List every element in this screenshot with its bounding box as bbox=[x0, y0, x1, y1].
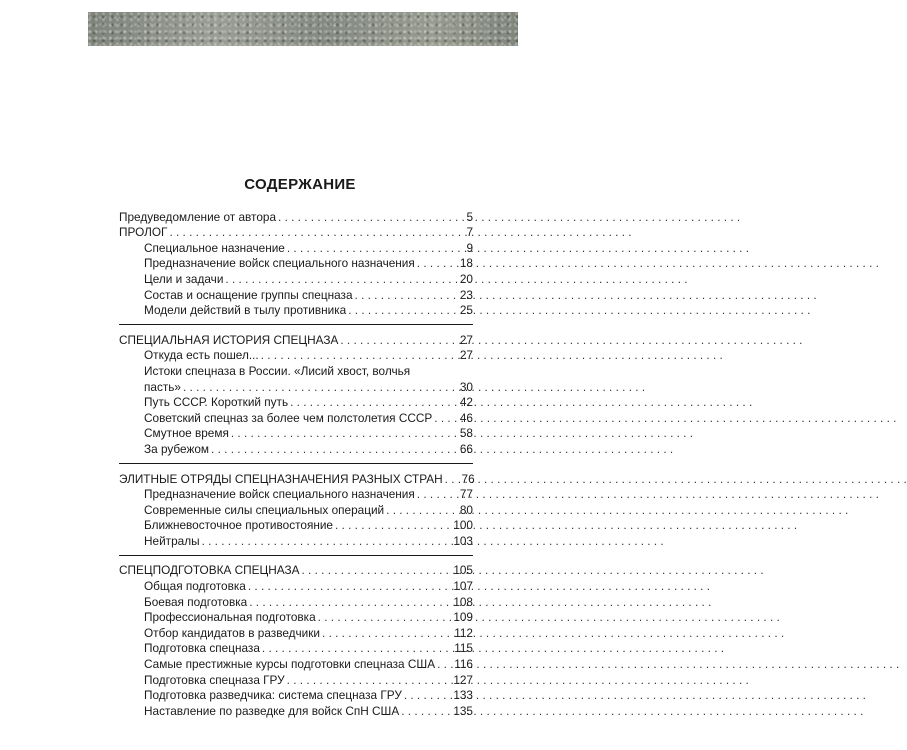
toc-page-number: 7 bbox=[466, 225, 473, 240]
toc-page-number: 5 bbox=[466, 209, 473, 224]
toc-page-number: 76 bbox=[461, 471, 475, 486]
toc-subentry[interactable] bbox=[119, 395, 473, 411]
toc-subentry[interactable] bbox=[119, 610, 473, 626]
toc-entry-title: ЭЛИТНЫЕ ОТРЯДЫ СПЕЦНАЗНАЧЕНИЯ РАЗНЫХ СТРАН bbox=[119, 471, 443, 486]
dot-leader bbox=[169, 225, 449, 240]
toc-page-number: 135 bbox=[453, 703, 473, 718]
toc-entry-title: Цели и задачи bbox=[144, 271, 224, 286]
toc-section bbox=[119, 332, 473, 464]
toc-entry-title: Боевая подготовка bbox=[144, 594, 248, 609]
dot-leader bbox=[202, 534, 449, 549]
dot-leader bbox=[437, 657, 449, 672]
toc-entry[interactable] bbox=[119, 332, 473, 348]
toc-entry-title: Предназначение войск специального назначения bbox=[144, 487, 415, 502]
toc-entry-title: Советский спецназ за более чем полстолетия СССР bbox=[144, 410, 433, 425]
toc-page-number: 42 bbox=[459, 395, 473, 410]
dot-leader bbox=[261, 348, 449, 363]
toc-subentry[interactable] bbox=[119, 410, 473, 426]
toc-subentry[interactable] bbox=[119, 672, 473, 688]
toc-page-number: 46 bbox=[459, 410, 473, 425]
toc-subentry[interactable] bbox=[119, 379, 473, 395]
dot-leader bbox=[231, 426, 449, 441]
toc-section bbox=[119, 209, 473, 325]
dot-leader bbox=[386, 503, 449, 518]
toc-page-number: 127 bbox=[453, 672, 473, 687]
toc-page-number: 25 bbox=[459, 303, 473, 318]
toc-page-number: 107 bbox=[453, 579, 473, 594]
toc-entry-title: Подготовка спецназа ГРУ bbox=[144, 672, 285, 687]
toc-subentry[interactable] bbox=[119, 348, 473, 364]
toc-entry-title: Предназначение войск специального назначения bbox=[144, 256, 415, 271]
dot-leader bbox=[262, 641, 449, 656]
dot-leader bbox=[183, 380, 449, 395]
toc-page-number: 27 bbox=[459, 348, 473, 363]
toc-entry-title: пасть» bbox=[144, 379, 181, 394]
dot-leader bbox=[248, 579, 449, 594]
toc-entry[interactable] bbox=[119, 563, 473, 579]
toc-page-number: 58 bbox=[459, 426, 473, 441]
toc-entry[interactable] bbox=[119, 225, 473, 241]
toc-page-number: 9 bbox=[466, 240, 473, 255]
dot-leader bbox=[278, 210, 449, 225]
toc-page-number: 66 bbox=[459, 441, 473, 456]
toc-entry-title: Подготовка разведчика: система спецназа ГРУ bbox=[144, 688, 402, 703]
dot-leader bbox=[287, 673, 449, 688]
toc-page-number: 30 bbox=[459, 379, 473, 394]
toc-entry-title: Профессиональная подготовка bbox=[144, 610, 316, 625]
toc-page-number: 20 bbox=[459, 271, 473, 286]
toc-entry-title: Общая подготовка bbox=[144, 579, 246, 594]
toc-page-number: 100 bbox=[453, 518, 473, 533]
dot-leader bbox=[417, 256, 449, 271]
toc-page-number: 23 bbox=[459, 287, 473, 302]
dot-leader bbox=[225, 272, 449, 287]
toc-entry-title: Состав и оснащение группы спецназа bbox=[144, 287, 353, 302]
toc-page-number: 109 bbox=[453, 610, 473, 625]
dot-leader bbox=[404, 688, 449, 703]
dot-leader bbox=[249, 595, 449, 610]
toc-subentry[interactable] bbox=[119, 656, 473, 672]
toc-section bbox=[119, 471, 473, 556]
toc-page-number: 115 bbox=[454, 641, 473, 656]
toc-entry-title: Путь СССР. Короткий путь bbox=[144, 395, 289, 410]
toc-page-number: 27 bbox=[459, 332, 473, 347]
toc-page-number: 80 bbox=[459, 502, 473, 517]
dot-leader bbox=[211, 442, 449, 457]
toc-entry-title: Подготовка спецназа bbox=[144, 641, 260, 656]
dot-leader bbox=[355, 288, 449, 303]
toc-subentry[interactable] bbox=[119, 625, 473, 641]
toc-subentry[interactable] bbox=[119, 502, 473, 518]
dot-leader bbox=[434, 411, 449, 426]
dot-leader bbox=[340, 333, 449, 348]
toc-entry-title: Смутное время bbox=[144, 426, 229, 441]
toc-subentry[interactable] bbox=[119, 287, 473, 303]
toc-page-number: 116 bbox=[454, 657, 473, 672]
toc-subentry[interactable] bbox=[119, 594, 473, 610]
dot-leader bbox=[335, 518, 449, 533]
toc-entry-title: Современные силы специальных операций bbox=[144, 502, 385, 517]
toc-page-number: 108 bbox=[453, 594, 473, 609]
toc-subentry[interactable] bbox=[119, 441, 473, 457]
toc-entry-title: Самые престижные курсы подготовки спецназа США bbox=[144, 657, 436, 672]
toc-entry-title: За рубежом bbox=[144, 441, 210, 456]
toc-entry[interactable] bbox=[119, 471, 473, 487]
toc-entry-title: Специальное назначение bbox=[144, 240, 285, 255]
toc-subentry[interactable] bbox=[119, 518, 473, 534]
toc-entry-title: Истоки спецназа в России. «Лисий хвост, волчья bbox=[144, 363, 411, 378]
toc-page-number: 105 bbox=[453, 563, 473, 578]
toc-entry-title: СПЕЦПОДГОТОВКА СПЕЦНАЗА bbox=[119, 563, 300, 578]
toc-subentry[interactable] bbox=[119, 487, 473, 503]
toc-subentry[interactable] bbox=[119, 426, 473, 442]
toc-subentry[interactable] bbox=[119, 271, 473, 287]
dot-leader bbox=[401, 704, 449, 719]
toc-entry-title: Модели действий в тылу противника bbox=[144, 303, 347, 318]
toc-subentry[interactable] bbox=[119, 533, 473, 549]
toc-section bbox=[119, 563, 473, 725]
toc-subentry[interactable] bbox=[119, 256, 473, 272]
toc-page-number: 77 bbox=[459, 487, 473, 502]
toc-page-number: 133 bbox=[453, 688, 473, 703]
toc-entry-title: Нейтралы bbox=[144, 533, 200, 548]
dot-leader bbox=[417, 487, 449, 502]
dot-leader bbox=[301, 563, 449, 578]
dot-leader bbox=[318, 610, 449, 625]
toc-entry-title: Откуда есть пошел... bbox=[144, 348, 259, 363]
page-title: СОДЕРЖАНИЕ bbox=[244, 176, 356, 193]
dot-leader bbox=[290, 395, 449, 410]
dot-leader bbox=[445, 472, 451, 487]
toc-entry-title: Предуведомление от автора bbox=[119, 209, 277, 224]
toc-entry-title: Наставление по разведке для войск СпН США bbox=[144, 703, 400, 718]
toc-page-number: 18 bbox=[459, 256, 473, 271]
toc-subentry[interactable] bbox=[119, 578, 473, 594]
toc-subentry[interactable] bbox=[119, 240, 473, 256]
toc-page-number: 112 bbox=[454, 625, 473, 640]
toc-entry-title: Отбор кандидатов в разведчики bbox=[144, 625, 321, 640]
dot-leader bbox=[348, 303, 449, 318]
toc-page-number: 103 bbox=[453, 533, 473, 548]
toc-subentry[interactable] bbox=[119, 363, 473, 379]
toc-subentry[interactable] bbox=[119, 303, 473, 319]
toc-entry-title: СПЕЦИАЛЬНАЯ ИСТОРИЯ СПЕЦНАЗА bbox=[119, 332, 339, 347]
toc-entry[interactable] bbox=[119, 209, 473, 225]
toc-entry-title: Ближневосточное противостояние bbox=[144, 518, 333, 533]
toc-subentry[interactable] bbox=[119, 688, 473, 704]
toc-subentry[interactable] bbox=[119, 641, 473, 657]
toc-subentry[interactable] bbox=[119, 703, 473, 719]
dot-leader bbox=[287, 241, 449, 256]
cover-texture-band bbox=[88, 12, 518, 46]
dot-leader bbox=[322, 626, 449, 641]
toc-entry-title: ПРОЛОГ bbox=[119, 225, 168, 240]
table-of-contents bbox=[119, 209, 473, 732]
